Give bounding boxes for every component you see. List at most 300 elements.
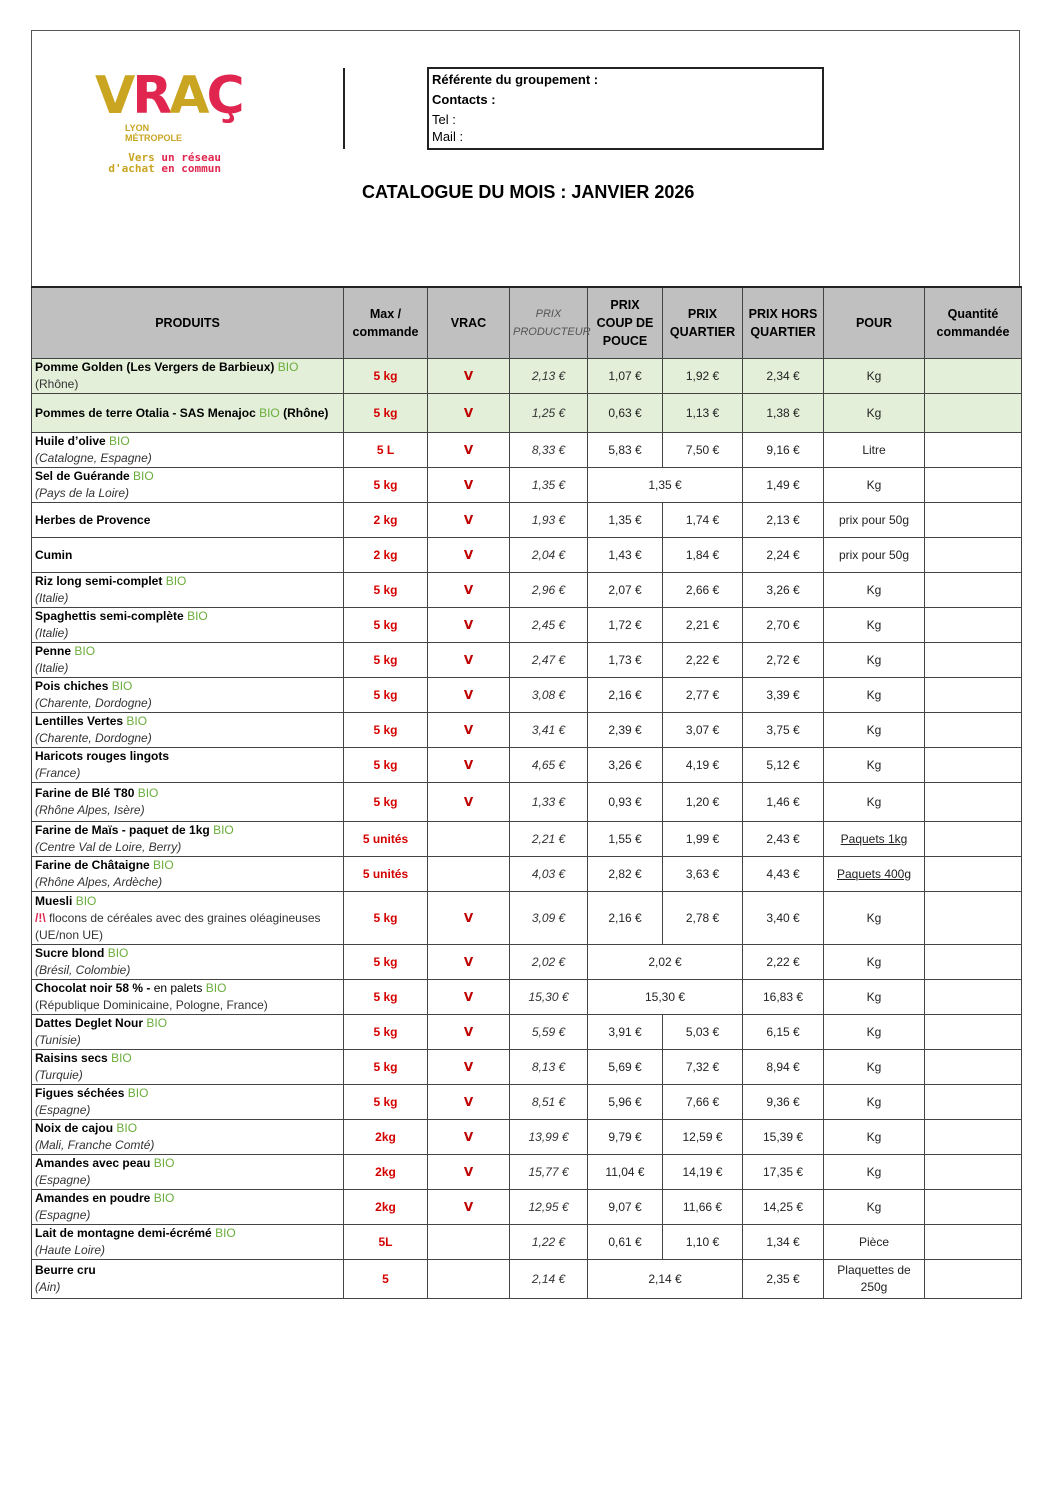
product-name: Haricots rouges lingots xyxy=(35,749,170,763)
prix-hors-quartier-cell: 2,72 € xyxy=(743,643,824,678)
prix-quartier-cell: 1,13 € xyxy=(663,394,743,433)
prix-producteur-cell: 2,21 € xyxy=(510,822,588,857)
prix-producteur-cell: 3,41 € xyxy=(510,713,588,748)
prix-quartier-cell: 11,66 € xyxy=(663,1190,743,1225)
product-name: Pommes de terre Otalia - SAS Menajoc xyxy=(35,405,256,420)
referent-label: Référente du groupement : xyxy=(432,72,599,87)
header-prix-coup-de-pouce: PRIX COUP DE POUCE xyxy=(588,287,663,359)
header-divider xyxy=(343,68,345,149)
max-cell: 5 unités xyxy=(344,822,428,857)
logo-city-line: MÉTROPOLE xyxy=(125,133,183,143)
quantity-input-cell[interactable] xyxy=(925,783,1022,822)
quantity-input-cell[interactable] xyxy=(925,538,1022,573)
logo-city xyxy=(125,123,182,143)
prix-quartier-cell: 7,66 € xyxy=(663,1085,743,1120)
table-header-row xyxy=(32,287,1022,359)
prix-coup-de-pouce-cell: 2,82 € xyxy=(588,857,663,892)
product-cell xyxy=(32,783,344,822)
quantity-input-cell[interactable] xyxy=(925,433,1022,468)
table-row xyxy=(32,713,1022,748)
table-row xyxy=(32,1260,1022,1299)
vrac-check-icon: V xyxy=(428,1085,510,1120)
prix-quartier-cell: 3,63 € xyxy=(663,857,743,892)
prix-hors-quartier-cell: 16,83 € xyxy=(743,980,824,1015)
product-origin: (République Dominicaine, Pologne, France) xyxy=(35,998,268,1012)
prix-quartier-cell: 1,99 € xyxy=(663,822,743,857)
table-row xyxy=(32,1120,1022,1155)
prix-quartier-cell: 7,50 € xyxy=(663,433,743,468)
max-cell: 2 kg xyxy=(344,503,428,538)
product-name: Pois chiches xyxy=(35,679,109,693)
table-row xyxy=(32,538,1022,573)
quantity-input-cell[interactable] xyxy=(925,1050,1022,1085)
max-cell: 5 kg xyxy=(344,945,428,980)
prix-coup-de-pouce-cell: 9,07 € xyxy=(588,1190,663,1225)
prix-hors-quartier-cell: 3,39 € xyxy=(743,678,824,713)
max-cell: 5 kg xyxy=(344,643,428,678)
prix-coup-de-pouce-cell: 1,35 € xyxy=(588,503,663,538)
table-row xyxy=(32,1015,1022,1050)
product-cell xyxy=(32,748,344,783)
prix-coup-de-pouce-cell: 2,39 € xyxy=(588,713,663,748)
prix-hors-quartier-cell: 2,35 € xyxy=(743,1260,824,1299)
table-row xyxy=(32,503,1022,538)
tagline-part: Vers xyxy=(128,151,162,164)
max-cell: 5 kg xyxy=(344,394,428,433)
prix-producteur-cell: 1,33 € xyxy=(510,783,588,822)
pour-cell: Kg xyxy=(824,892,925,945)
pour-cell: Kg xyxy=(824,1190,925,1225)
product-cell xyxy=(32,394,344,433)
table-row xyxy=(32,394,1022,433)
bio-label: BIO xyxy=(75,893,97,908)
product-cell xyxy=(32,822,344,857)
prix-quartier-cell: 4,19 € xyxy=(663,748,743,783)
prix-hors-quartier-cell: 1,38 € xyxy=(743,394,824,433)
pour-cell: Plaquettes de 250g xyxy=(824,1260,925,1299)
table-row xyxy=(32,433,1022,468)
contact-info-box xyxy=(427,67,824,150)
prix-producteur-cell: 1,35 € xyxy=(510,468,588,503)
product-cell xyxy=(32,1085,344,1120)
table-row xyxy=(32,892,1022,945)
quantity-input-cell[interactable] xyxy=(925,1190,1022,1225)
prix-merged-cell: 1,35 € xyxy=(588,468,743,503)
quantity-input-cell[interactable] xyxy=(925,1260,1022,1299)
product-cell xyxy=(32,678,344,713)
pour-cell: Kg xyxy=(824,678,925,713)
vrac-check-icon: V xyxy=(428,538,510,573)
product-name: Amandes en poudre xyxy=(35,1191,151,1205)
prix-producteur-cell: 1,22 € xyxy=(510,1225,588,1260)
quantity-input-cell[interactable] xyxy=(925,608,1022,643)
bio-label: BIO xyxy=(126,714,148,728)
bio-label: BIO xyxy=(133,469,154,483)
prix-coup-de-pouce-cell: 1,72 € xyxy=(588,608,663,643)
product-origin: (Rhône Alpes, Isère) xyxy=(35,803,145,817)
table-row xyxy=(32,1050,1022,1085)
bio-label: BIO xyxy=(259,405,280,420)
vrac-check-icon xyxy=(428,1260,510,1299)
pour-cell: Kg xyxy=(824,643,925,678)
prix-hors-quartier-cell: 2,43 € xyxy=(743,822,824,857)
quantity-input-cell[interactable] xyxy=(925,980,1022,1015)
bio-label: BIO xyxy=(205,981,227,995)
logo-letter: Ç xyxy=(206,66,242,126)
product-description: flocons de céréales avec des graines oléagineuses xyxy=(45,910,321,925)
vrac-check-icon: V xyxy=(428,394,510,433)
table-row xyxy=(32,1085,1022,1120)
prix-quartier-cell: 1,84 € xyxy=(663,538,743,573)
product-name: Beurre cru xyxy=(35,1263,96,1277)
max-cell: 5 kg xyxy=(344,468,428,503)
header-prix-hors-quartier: PRIX HORS QUARTIER xyxy=(743,287,824,359)
table-row xyxy=(32,857,1022,892)
quantity-input-cell[interactable] xyxy=(925,1225,1022,1260)
prix-producteur-cell: 4,03 € xyxy=(510,857,588,892)
tagline-part: en commun xyxy=(161,162,221,175)
logo-wordmark xyxy=(95,66,242,126)
pour-cell: Kg xyxy=(824,1155,925,1190)
prix-producteur-cell: 2,04 € xyxy=(510,538,588,573)
bio-label: BIO xyxy=(107,946,129,960)
prix-quartier-cell: 1,20 € xyxy=(663,783,743,822)
header-prix-producteur: PRIX PRODUCTEUR xyxy=(510,287,588,359)
product-name: Sel de Guérande xyxy=(35,469,130,483)
quantity-input-cell[interactable] xyxy=(925,822,1022,857)
product-origin: (Espagne) xyxy=(35,1103,91,1117)
prix-quartier-cell: 1,10 € xyxy=(663,1225,743,1260)
quantity-input-cell[interactable] xyxy=(925,857,1022,892)
product-origin: (Ain) xyxy=(35,1280,61,1294)
quantity-input-cell[interactable] xyxy=(925,573,1022,608)
prix-coup-de-pouce-cell: 1,07 € xyxy=(588,359,663,394)
product-name: Sucre blond xyxy=(35,946,105,960)
product-cell xyxy=(32,857,344,892)
quantity-input-cell[interactable] xyxy=(925,892,1022,945)
vrac-check-icon: V xyxy=(428,608,510,643)
product-origin: (Turquie) xyxy=(35,1068,83,1082)
bio-label: BIO xyxy=(153,1156,175,1170)
prix-producteur-cell: 1,25 € xyxy=(510,394,588,433)
table-row xyxy=(32,822,1022,857)
prix-producteur-cell: 2,14 € xyxy=(510,1260,588,1299)
pour-cell: Kg xyxy=(824,1050,925,1085)
pour-cell: Paquets 1kg xyxy=(824,822,925,857)
quantity-input-cell[interactable] xyxy=(925,1155,1022,1190)
quantity-input-cell[interactable] xyxy=(925,713,1022,748)
prix-hors-quartier-cell: 5,12 € xyxy=(743,748,824,783)
vrac-check-icon: V xyxy=(428,713,510,748)
quantity-input-cell[interactable] xyxy=(925,1015,1022,1050)
max-cell: 2kg xyxy=(344,1190,428,1225)
max-cell: 5 kg xyxy=(344,783,428,822)
vrac-check-icon: V xyxy=(428,1120,510,1155)
pour-cell: Pièce xyxy=(824,1225,925,1260)
quantity-input-cell[interactable] xyxy=(925,1085,1022,1120)
product-name: Spaghettis semi-complète xyxy=(35,609,184,623)
pour-cell: Kg xyxy=(824,394,925,433)
prix-quartier-cell: 2,77 € xyxy=(663,678,743,713)
prix-quartier-cell: 1,74 € xyxy=(663,503,743,538)
product-origin: (Italie) xyxy=(35,626,69,640)
vrac-check-icon: V xyxy=(428,980,510,1015)
logo-letter: A xyxy=(169,66,207,126)
prix-quartier-cell: 7,32 € xyxy=(663,1050,743,1085)
prix-hors-quartier-cell: 17,35 € xyxy=(743,1155,824,1190)
vrac-check-icon: V xyxy=(428,573,510,608)
table-row xyxy=(32,678,1022,713)
vrac-check-icon xyxy=(428,857,510,892)
max-cell: 5 kg xyxy=(344,713,428,748)
contacts-label: Contacts : xyxy=(432,92,496,107)
prix-producteur-cell: 5,59 € xyxy=(510,1015,588,1050)
table-row xyxy=(32,608,1022,643)
max-cell: 2kg xyxy=(344,1155,428,1190)
product-origin: (Charente, Dordogne) xyxy=(35,696,152,710)
header-max: Max / commande xyxy=(344,287,428,359)
vrac-logo xyxy=(95,66,242,180)
product-cell xyxy=(32,643,344,678)
quantity-input-cell[interactable] xyxy=(925,1120,1022,1155)
product-origin: (Italie) xyxy=(35,591,69,605)
table-row xyxy=(32,783,1022,822)
prix-hors-quartier-cell: 3,75 € xyxy=(743,713,824,748)
quantity-input-cell[interactable] xyxy=(925,394,1022,433)
table-row xyxy=(32,980,1022,1015)
vrac-check-icon: V xyxy=(428,1155,510,1190)
prix-hors-quartier-cell: 4,43 € xyxy=(743,857,824,892)
product-cell xyxy=(32,1225,344,1260)
catalog-table xyxy=(31,286,1022,1299)
product-cell xyxy=(32,1260,344,1299)
quantity-input-cell[interactable] xyxy=(925,468,1022,503)
product-cell xyxy=(32,980,344,1015)
product-name: Riz long semi-complet xyxy=(35,574,163,588)
product-cell xyxy=(32,892,344,945)
page-title: CATALOGUE DU MOIS : JANVIER 2026 xyxy=(362,182,695,202)
vrac-check-icon: V xyxy=(428,359,510,394)
prix-coup-de-pouce-cell: 1,43 € xyxy=(588,538,663,573)
header-prix-quartier: PRIX QUARTIER xyxy=(663,287,743,359)
pour-cell: Kg xyxy=(824,748,925,783)
prix-coup-de-pouce-cell: 11,04 € xyxy=(588,1155,663,1190)
prix-coup-de-pouce-cell: 2,16 € xyxy=(588,678,663,713)
bio-label: BIO xyxy=(213,823,234,837)
prix-coup-de-pouce-cell: 5,83 € xyxy=(588,433,663,468)
pour-cell: prix pour 50g xyxy=(824,503,925,538)
product-cell xyxy=(32,359,344,394)
product-cell xyxy=(32,1155,344,1190)
quantity-input-cell[interactable] xyxy=(925,643,1022,678)
prix-producteur-cell: 2,02 € xyxy=(510,945,588,980)
max-cell: 5 kg xyxy=(344,608,428,643)
tagline-part: un réseau xyxy=(161,151,221,164)
prix-producteur-cell: 2,13 € xyxy=(510,359,588,394)
bio-label: BIO xyxy=(187,609,208,623)
product-name: Cumin xyxy=(35,547,73,562)
pour-cell: Kg xyxy=(824,945,925,980)
vrac-check-icon: V xyxy=(428,1190,510,1225)
bio-label: BIO xyxy=(153,858,174,872)
prix-coup-de-pouce-cell: 2,07 € xyxy=(588,573,663,608)
pour-cell: Kg xyxy=(824,468,925,503)
vrac-check-icon: V xyxy=(428,503,510,538)
product-origin: (Rhône) xyxy=(283,405,329,420)
product-origin: (Rhône) xyxy=(35,377,79,391)
prix-coup-de-pouce-cell: 3,26 € xyxy=(588,748,663,783)
pour-cell: Litre xyxy=(824,433,925,468)
prix-producteur-cell: 4,65 € xyxy=(510,748,588,783)
quantity-input-cell[interactable] xyxy=(925,503,1022,538)
product-origin: (UE/non UE) xyxy=(35,927,104,942)
prix-hors-quartier-cell: 1,49 € xyxy=(743,468,824,503)
bio-label: BIO xyxy=(277,360,299,374)
max-cell: 5 kg xyxy=(344,678,428,713)
vrac-check-icon xyxy=(428,822,510,857)
vrac-check-icon: V xyxy=(428,678,510,713)
product-origin: (France) xyxy=(35,766,81,780)
prix-coup-de-pouce-cell: 0,63 € xyxy=(588,394,663,433)
pour-cell: Kg xyxy=(824,1085,925,1120)
product-origin: (Charente, Dordogne) xyxy=(35,731,152,745)
prix-coup-de-pouce-cell: 0,93 € xyxy=(588,783,663,822)
table-row xyxy=(32,359,1022,394)
quantity-input-cell[interactable] xyxy=(925,945,1022,980)
product-name: Chocolat noir 58 % - xyxy=(35,981,151,995)
prix-producteur-cell: 8,51 € xyxy=(510,1085,588,1120)
product-origin: (Rhône Alpes, Ardèche) xyxy=(35,875,163,889)
pour-cell: Kg xyxy=(824,1015,925,1050)
vrac-check-icon: V xyxy=(428,1050,510,1085)
vrac-check-icon: V xyxy=(428,468,510,503)
prix-producteur-cell: 3,09 € xyxy=(510,892,588,945)
vrac-check-icon xyxy=(428,1225,510,1260)
bio-label: BIO xyxy=(153,1191,175,1205)
product-origin: (Tunisie) xyxy=(35,1033,81,1047)
pour-cell: Kg xyxy=(824,608,925,643)
table-row xyxy=(32,1190,1022,1225)
max-cell: 5 unités xyxy=(344,857,428,892)
prix-producteur-cell: 2,96 € xyxy=(510,573,588,608)
quantity-input-cell[interactable] xyxy=(925,748,1022,783)
tagline-part: d'achat xyxy=(108,162,162,175)
mail-label: Mail : xyxy=(432,129,464,144)
quantity-input-cell[interactable] xyxy=(925,359,1022,394)
table-row xyxy=(32,643,1022,678)
product-name: Herbes de Provence xyxy=(35,512,151,527)
prix-hors-quartier-cell: 14,25 € xyxy=(743,1190,824,1225)
product-cell xyxy=(32,573,344,608)
prix-producteur-cell: 8,33 € xyxy=(510,433,588,468)
prix-producteur-cell: 13,99 € xyxy=(510,1120,588,1155)
quantity-input-cell[interactable] xyxy=(925,678,1022,713)
product-origin: (Catalogne, Espagne) xyxy=(35,451,152,465)
pour-cell: Kg xyxy=(824,1120,925,1155)
header-pour: POUR xyxy=(824,287,925,359)
pour-cell: prix pour 50g xyxy=(824,538,925,573)
product-cell xyxy=(32,945,344,980)
product-origin: (Centre Val de Loire, Berry) xyxy=(35,840,182,854)
product-name: Dattes Deglet Nour xyxy=(35,1016,144,1030)
tel-label: Tel : xyxy=(432,112,456,127)
pour-cell: Kg xyxy=(824,359,925,394)
product-name: Penne xyxy=(35,644,72,658)
prix-hors-quartier-cell: 9,36 € xyxy=(743,1085,824,1120)
prix-producteur-cell: 2,47 € xyxy=(510,643,588,678)
product-name: Farine de Châtaigne xyxy=(35,858,150,872)
logo-city-line: LYON xyxy=(125,123,150,133)
prix-merged-cell: 2,02 € xyxy=(588,945,743,980)
prix-quartier-cell: 14,19 € xyxy=(663,1155,743,1190)
product-name: Muesli xyxy=(35,893,73,908)
max-cell: 5 L xyxy=(344,433,428,468)
vrac-check-icon: V xyxy=(428,1015,510,1050)
prix-producteur-cell: 1,93 € xyxy=(510,503,588,538)
product-origin: (Pays de la Loire) xyxy=(35,486,130,500)
prix-coup-de-pouce-cell: 1,73 € xyxy=(588,643,663,678)
warning-icon: /!\ xyxy=(35,910,46,925)
pour-cell: Kg xyxy=(824,573,925,608)
prix-coup-de-pouce-cell: 1,55 € xyxy=(588,822,663,857)
bio-label: BIO xyxy=(165,574,187,588)
table-row xyxy=(32,748,1022,783)
prix-hors-quartier-cell: 15,39 € xyxy=(743,1120,824,1155)
product-cell xyxy=(32,1190,344,1225)
product-name: Raisins secs xyxy=(35,1051,108,1065)
max-cell: 5 kg xyxy=(344,1015,428,1050)
prix-coup-de-pouce-cell: 2,16 € xyxy=(588,892,663,945)
max-cell: 5 kg xyxy=(344,1050,428,1085)
product-cell xyxy=(32,538,344,573)
prix-hors-quartier-cell: 1,34 € xyxy=(743,1225,824,1260)
max-cell: 2 kg xyxy=(344,538,428,573)
product-name: Huile d’olive xyxy=(35,434,106,448)
logo-letter: V xyxy=(95,66,133,126)
header-produits: PRODUITS xyxy=(32,287,344,359)
vrac-check-icon: V xyxy=(428,783,510,822)
product-origin: (Haute Loire) xyxy=(35,1243,106,1257)
header-vrac: VRAC xyxy=(428,287,510,359)
max-cell: 5 kg xyxy=(344,359,428,394)
prix-hors-quartier-cell: 2,22 € xyxy=(743,945,824,980)
product-name: Lentilles Vertes xyxy=(35,714,124,728)
prix-producteur-cell: 15,77 € xyxy=(510,1155,588,1190)
product-cell xyxy=(32,468,344,503)
prix-hors-quartier-cell: 1,46 € xyxy=(743,783,824,822)
bio-label: BIO xyxy=(116,1121,138,1135)
bio-label: BIO xyxy=(137,786,159,800)
prix-coup-de-pouce-cell: 0,61 € xyxy=(588,1225,663,1260)
product-origin: (Espagne) xyxy=(35,1173,91,1187)
pour-cell: Kg xyxy=(824,713,925,748)
bio-label: BIO xyxy=(109,434,130,448)
product-name: Amandes avec peau xyxy=(35,1156,151,1170)
table-row xyxy=(32,1225,1022,1260)
max-cell: 2kg xyxy=(344,1120,428,1155)
prix-hors-quartier-cell: 2,13 € xyxy=(743,503,824,538)
vrac-check-icon: V xyxy=(428,433,510,468)
max-cell: 5 kg xyxy=(344,573,428,608)
vrac-check-icon: V xyxy=(428,643,510,678)
product-name: Lait de montagne demi-écrémé xyxy=(35,1226,212,1240)
prix-quartier-cell: 3,07 € xyxy=(663,713,743,748)
product-name: Figues séchées xyxy=(35,1086,125,1100)
max-cell: 5 kg xyxy=(344,980,428,1015)
table-row xyxy=(32,468,1022,503)
product-cell xyxy=(32,433,344,468)
prix-producteur-cell: 2,45 € xyxy=(510,608,588,643)
